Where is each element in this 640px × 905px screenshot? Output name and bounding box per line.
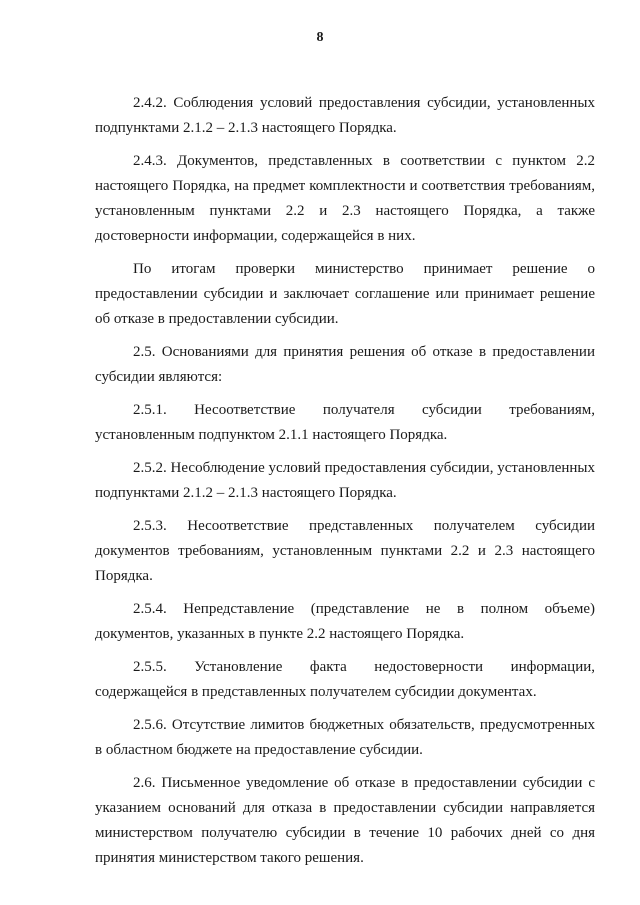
page-number: 8 [316, 30, 324, 45]
paragraph-check-results: По итогам проверки министерство принимает решение о предоставлении субсидии и заключает соглашение или принимает решение об отказе в предоставлении субсидии. [95, 261, 595, 327]
paragraph-2-5-2: 2.5.2. Несоблюдение условий предоставления субсидии, установленных подпунктами 2.1.2 – 2.1.3 настоящего Порядка. [95, 460, 595, 501]
paragraph-2-5-6: 2.5.6. Отсутствие лимитов бюджетных обязательств, предусмотренных в областном бюджете на предоставление субсидии. [95, 717, 595, 758]
paragraph-2-5: 2.5. Основаниями для принятия решения об отказе в предоставлении субсидии являются: [95, 344, 595, 385]
paragraph-2-5-4: 2.5.4. Непредставление (представление не в полном объеме) документов, указанных в пункте 2.2 настоящего Порядка. [95, 601, 595, 642]
paragraph-2-6: 2.6. Письменное уведомление об отказе в предоставлении субсидии с указанием оснований для отказа в предоставлении субсидии направляется министерством получателю субсидии в течение 10 рабочих дней со дня принятия министерством такого решения. [95, 775, 595, 866]
paragraph-2-5-5: 2.5.5. Установление факта недостоверности информации, содержащейся в представленных получателем субсидии документах. [95, 659, 595, 700]
paragraph-2-5-1: 2.5.1. Несоответствие получателя субсидии требованиям, установленным подпунктом 2.1.1 настоящего Порядка. [95, 402, 595, 443]
paragraph-2-4-3: 2.4.3. Документов, представленных в соответствии с пунктом 2.2 настоящего Порядка, на предмет комплектности и соответствия требованиям, установленным пунктами 2.2 и 2.3 настоящего Порядка, а также достоверности информации, содержащейся в них. [95, 153, 595, 244]
paragraph-2-5-3: 2.5.3. Несоответствие представленных получателем субсидии документов требованиям, установленным пунктами 2.2 и 2.3 настоящего Порядка. [95, 518, 595, 584]
document-body [95, 91, 595, 879]
paragraph-2-4-2: 2.4.2. Соблюдения условий предоставления субсидии, установленных подпунктами 2.1.2 – 2.1.3 настоящего Порядка. [95, 95, 595, 136]
